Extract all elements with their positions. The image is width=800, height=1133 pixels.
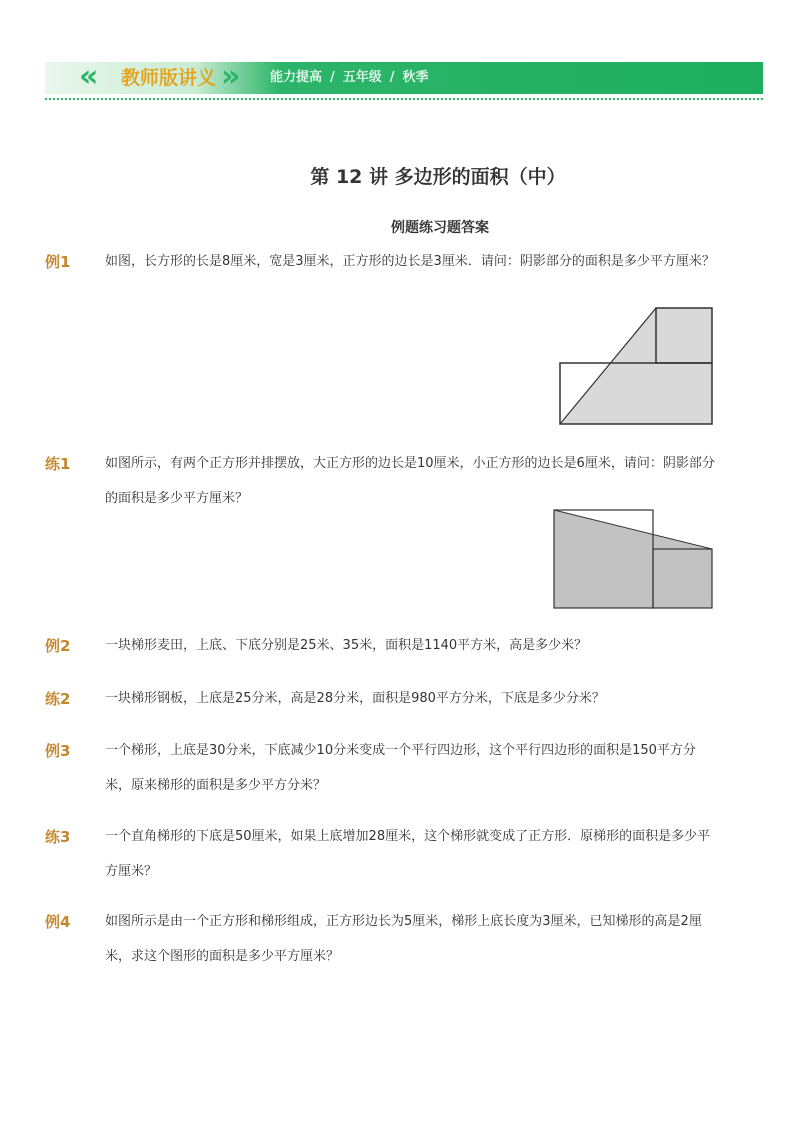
shaded-region [560, 308, 712, 424]
problem-label: 例4 [45, 913, 71, 931]
problem-label: 例2 [45, 637, 71, 655]
breadcrumb [270, 70, 429, 86]
problem-text: 如图所示是由一个正方形和梯形组成，正方形边长为5厘米，梯形上底长度为3厘米，已知梯形的高是2厘米，求这个图形的面积是多少平方厘米？ [105, 914, 702, 964]
breadcrumb-separator: / [330, 70, 335, 85]
header-divider [45, 98, 763, 100]
problem-text: 一块梯形钢板，上底是25分米，高是28分米，面积是980平方分米，下底是多少分米？ [105, 691, 605, 706]
breadcrumb-separator: / [389, 70, 395, 85]
problem-label: 练1 [45, 455, 71, 473]
header-bar [45, 59, 763, 94]
problem-text: 如图所示，有两个正方形并排摆放，大正方形的边长是10厘米，小正方形的边长是6厘米，请问：阴影部分的面积是多少平方厘米？ [105, 456, 715, 506]
lecture-title: 第 12 讲 多边形的面积（中） [310, 166, 566, 188]
figure-rect-square [556, 304, 716, 428]
figure-two-squares [550, 506, 716, 612]
problem-text: 一个直角梯形的下底是50厘米，如果上底增加28厘米，这个梯形就变成了正方形．原梯形的面积是多少平方厘米？ [105, 829, 711, 879]
breadcrumb-item: 五年级 [342, 70, 382, 85]
double-chevron-right-icon: » [221, 59, 231, 94]
shaded-region [554, 510, 712, 608]
breadcrumb-item: 秋季 [402, 70, 429, 85]
problem-label: 练3 [45, 828, 71, 846]
double-chevron-left-icon: « [79, 59, 89, 94]
brand-title: 教师版讲义 [121, 67, 217, 89]
section-title: 例题练习题答案 [391, 220, 489, 236]
problem-label: 例1 [45, 253, 71, 271]
problem-label: 练2 [45, 690, 71, 708]
problem-text: 一块梯形麦田，上底、下底分别是25米、35米，面积是1140平方米，高是多少米？ [105, 638, 588, 653]
problem-label: 例3 [45, 742, 71, 760]
problem-text: 如图，长方形的长是8厘米，宽是3厘米，正方形的边长是3厘米．请问：阴影部分的面积是多少平方厘米？ [105, 254, 715, 269]
breadcrumb-item: 能力提高 [270, 70, 323, 85]
problem-text: 一个梯形，上底是30分米，下底减少10分米变成一个平行四边形，这个平行四边形的面积是150平方分米，原来梯形的面积是多少平方分米？ [105, 743, 696, 793]
